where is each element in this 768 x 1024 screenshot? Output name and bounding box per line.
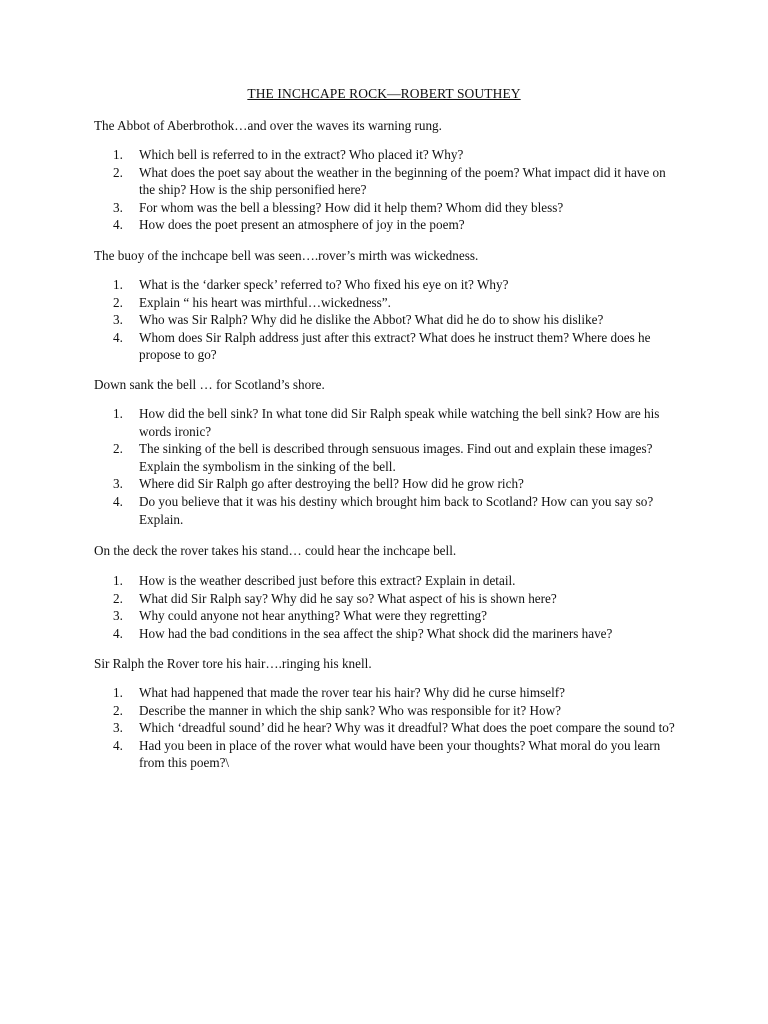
question-text: Do you believe that it was his destiny which brought him back to Scotland? How can you say so? Explain.: [139, 493, 654, 527]
question-text: Which ‘dreadful sound’ did he hear? Why was it dreadful? What does the poet compare the sound to?: [139, 720, 675, 736]
extract-line: Down sank the bell … for Scotland’s shore.: [94, 377, 325, 392]
question-text: How does the poet present an atmosphere of joy in the poem?: [139, 217, 465, 233]
question-item: [94, 440, 684, 475]
question-item: [94, 311, 684, 329]
section-1: [94, 117, 684, 234]
question-text: What does the poet say about the weather in the beginning of the poem? What impact did it have on the ship? How is the ship personified here?: [139, 164, 666, 198]
question-number: 3.: [113, 720, 123, 736]
question-text: How had the bad conditions in the sea affect the ship? What shock did the mariners have?: [139, 625, 613, 641]
question-text: What had happened that made the rover tear his hair? Why did he curse himself?: [139, 685, 565, 700]
question-number: 2.: [113, 294, 123, 310]
question-number: 2.: [113, 164, 123, 180]
question-item: [94, 702, 684, 720]
question-item: [94, 276, 684, 294]
question-item: [94, 294, 684, 312]
question-number: 2.: [113, 441, 123, 457]
extract-line: On the deck the rover takes his stand… could hear the inchcape bell.: [94, 543, 457, 558]
question-number: 3.: [113, 608, 123, 624]
question-number: 1.: [113, 147, 123, 162]
question-number: 4.: [113, 737, 123, 753]
question-item: [94, 572, 684, 590]
question-item: [94, 199, 684, 217]
question-number: 1.: [113, 406, 123, 421]
question-text: Explain “ his heart was mirthful…wickedness”.: [139, 294, 391, 310]
question-number: 2.: [113, 702, 123, 718]
question-text: Where did Sir Ralph go after destroying the bell? How did he grow rich?: [139, 476, 524, 492]
extract-line: Sir Ralph the Rover tore his hair….ringing his knell.: [94, 656, 372, 671]
section-5: [94, 655, 684, 772]
question-number: 4.: [113, 493, 123, 509]
question-list: [94, 684, 684, 772]
extract-line: The buoy of the inchcape bell was seen….rover’s mirth was wickedness.: [94, 248, 479, 263]
question-text: How did the bell sink? In what tone did Sir Ralph speak while watching the bell sink? How are his words ironic?: [139, 406, 660, 439]
question-item: [94, 164, 684, 199]
question-list: [94, 146, 684, 234]
question-item: [94, 737, 684, 772]
question-item: [94, 475, 684, 493]
question-text: Describe the manner in which the ship sank? Who was responsible for it? How?: [139, 702, 562, 718]
question-item: [94, 684, 684, 702]
extract-line: The Abbot of Aberbrothok…and over the waves its warning rung.: [94, 118, 442, 133]
page-title: THE INCHCAPE ROCK—ROBERT SOUTHEY: [247, 86, 521, 101]
question-item: [94, 405, 684, 440]
question-list: [94, 405, 684, 528]
question-number: 3.: [113, 312, 123, 328]
question-item: [94, 146, 684, 164]
question-number: 4.: [113, 329, 123, 345]
section-2: [94, 247, 684, 364]
question-text: Which bell is referred to in the extract? Who placed it? Why?: [139, 147, 464, 162]
question-number: 4.: [113, 625, 123, 641]
question-number: 4.: [113, 217, 123, 233]
question-text: The sinking of the bell is described through sensuous images. Find out and explain these images? Explain the symbolism in the sinking of the bell.: [139, 441, 653, 474]
question-number: 3.: [113, 476, 123, 492]
question-text: What did Sir Ralph say? Why did he say so? What aspect of his is shown here?: [139, 590, 557, 606]
question-list: [94, 572, 684, 642]
question-item: [94, 216, 684, 234]
question-number: 1.: [113, 277, 123, 292]
question-list: [94, 276, 684, 364]
question-item: [94, 329, 684, 364]
section-4: [94, 542, 684, 642]
question-item: [94, 625, 684, 643]
question-item: [94, 590, 684, 608]
section-3: [94, 376, 684, 528]
question-item: [94, 607, 684, 625]
question-text: Whom does Sir Ralph address just after this extract? What does he instruct them? Where does he propose to go?: [139, 329, 651, 363]
question-number: 2.: [113, 590, 123, 606]
question-number: 1.: [113, 685, 123, 700]
question-text: For whom was the bell a blessing? How did it help them? Whom did they bless?: [139, 199, 564, 215]
question-item: [94, 719, 684, 737]
question-text: Who was Sir Ralph? Why did he dislike the Abbot? What did he do to show his dislike?: [139, 312, 604, 328]
question-number: 1.: [113, 573, 123, 588]
question-text: Why could anyone not hear anything? What were they regretting?: [139, 608, 487, 624]
question-number: 3.: [113, 199, 123, 215]
question-text: Had you been in place of the rover what would have been your thoughts? What moral do you learn from this poem?\: [139, 737, 661, 771]
question-text: What is the ‘darker speck’ referred to? Who fixed his eye on it? Why?: [139, 277, 509, 292]
question-item: [94, 493, 684, 528]
question-text: How is the weather described just before this extract? Explain in detail.: [139, 573, 516, 588]
